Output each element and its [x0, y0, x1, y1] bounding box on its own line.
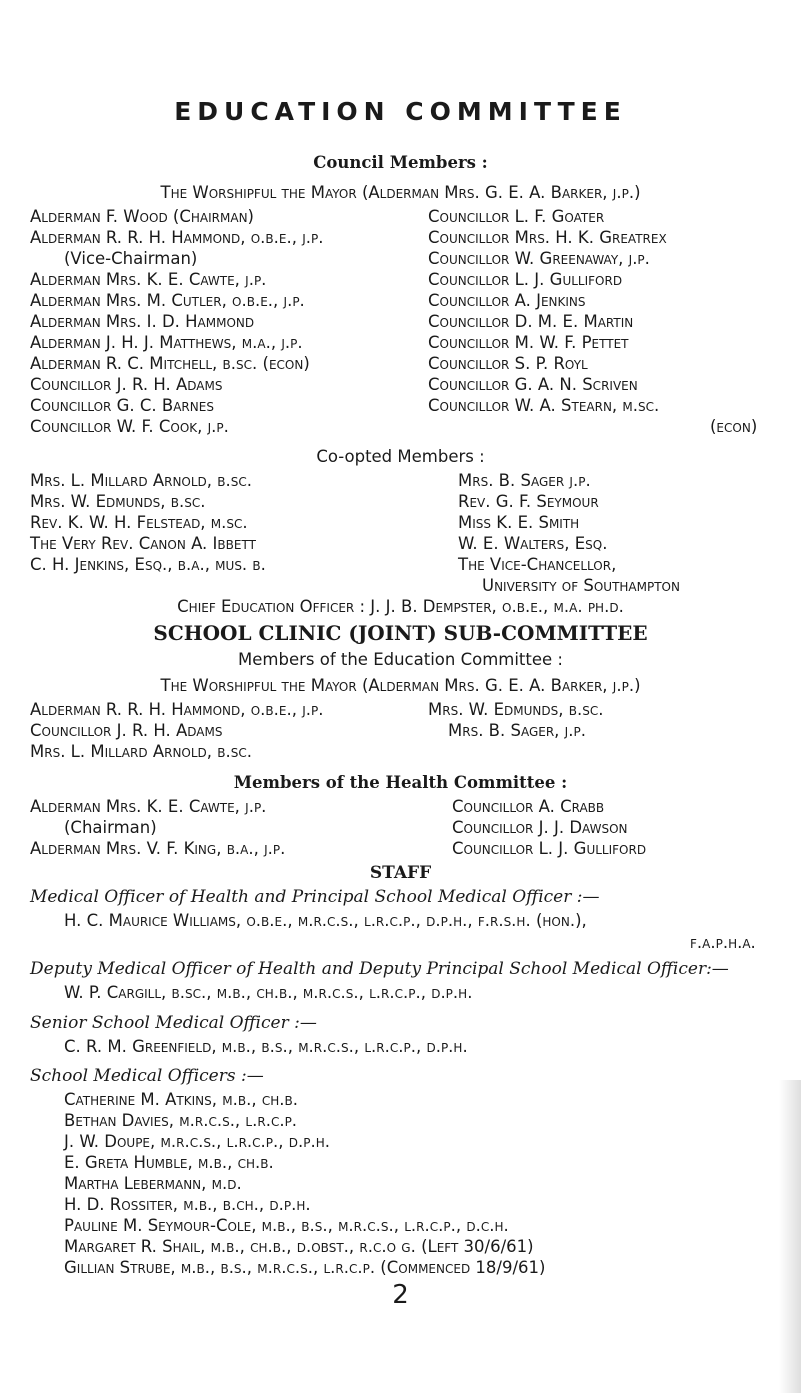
moh-name: H. C. Maurice Williams, o.b.e., m.r.c.s., l.r.c.p., d.p.h., f.r.s.h. (hon.), [64, 911, 587, 930]
council-right-item: Councillor A. Jenkins [428, 291, 586, 310]
page-edge-shadow [779, 1080, 801, 1393]
council-left-item: Councillor W. F. Cook, j.p. [30, 417, 229, 436]
council-right-item: Councillor G. A. N. Scriven [428, 375, 638, 394]
clinic-education-heading: Members of the Education Committee : [238, 650, 563, 669]
coopted-right-item: The Vice-Chancellor, [458, 555, 617, 574]
clinic-health-right-item: Councillor J. J. Dawson [452, 818, 628, 837]
council-right-item: Councillor Mrs. H. K. Greatrex [428, 228, 667, 247]
senior-smo-role: Senior School Medical Officer :— [30, 1013, 317, 1033]
council-left-item: Alderman Mrs. I. D. Hammond [30, 312, 255, 331]
chief-education-officer: Chief Education Officer : J. J. B. Dempster, o.b.e., m.a. ph.d. [177, 597, 624, 616]
council-mayor-line: The Worshipful the Mayor (Alderman Mrs. G. E. A. Barker, j.p.) [160, 183, 641, 202]
council-left-item: Councillor J. R. H. Adams [30, 375, 223, 394]
coopted-right-item: University of Southampton [482, 576, 680, 595]
page-title: EDUCATION COMMITTEE [174, 97, 627, 126]
smo-name: Pauline M. Seymour-Cole, m.b., b.s., m.r.c.s., l.r.c.p., d.c.h. [64, 1216, 509, 1235]
coopted-right-item: Rev. G. F. Seymour [458, 492, 599, 511]
council-left-item: Alderman Mrs. M. Cutler, o.b.e., j.p. [30, 291, 305, 310]
coopted-right-item: W. E. Walters, Esq. [458, 534, 608, 553]
smo-name: Margaret R. Shail, m.b., ch.b., d.obst., r.c.o g. (Left 30/6/61) [64, 1237, 534, 1256]
council-left-item: (Vice-Chairman) [64, 249, 198, 268]
coopted-right-item: Miss K. E. Smith [458, 513, 580, 532]
council-members-heading: Council Members : [313, 153, 488, 172]
smo-name: Martha Lebermann, m.d. [64, 1174, 242, 1193]
council-right-item: Councillor W. Greenaway, j.p. [428, 249, 650, 268]
staff-heading: STAFF [369, 863, 432, 883]
deputy-role: Deputy Medical Officer of Health and Deputy Principal School Medical Officer:— [30, 959, 729, 979]
council-left-item: Alderman Mrs. K. E. Cawte, j.p. [30, 270, 267, 289]
smo-name: E. Greta Humble, m.b., ch.b. [64, 1153, 274, 1172]
smo-name: Gillian Strube, m.b., b.s., m.r.c.s., l.r.c.p. (Commenced 18/9/61) [64, 1258, 546, 1277]
clinic-edu-right-item: Mrs. B. Sager, j.p. [448, 721, 586, 740]
coopted-left-item: The Very Rev. Canon A. Ibbett [30, 534, 256, 553]
council-right-item: Councillor L. J. Gulliford [428, 270, 623, 289]
council-right-item: (econ) [710, 417, 758, 436]
smo-name: H. D. Rossiter, m.b., b.ch., d.p.h. [64, 1195, 311, 1214]
coopted-left-item: Mrs. W. Edmunds, b.sc. [30, 492, 206, 511]
clinic-health-heading: Members of the Health Committee : [233, 773, 568, 792]
clinic-subcommittee-title: SCHOOL CLINIC (JOINT) SUB-COMMITTEE [153, 621, 648, 645]
coopted-left-item: C. H. Jenkins, Esq., b.a., mus. b. [30, 555, 266, 574]
coopted-right-item: Mrs. B. Sager j.p. [458, 471, 591, 490]
deputy-name: W. P. Cargill, b.sc., m.b., ch.b., m.r.c.s., l.r.c.p., d.p.h. [64, 983, 473, 1002]
smo-name: J. W. Doupe, m.r.c.s., l.r.c.p., d.p.h. [64, 1132, 331, 1151]
council-right-item: Councillor D. M. E. Martin [428, 312, 634, 331]
coopted-left-item: Mrs. L. Millard Arnold, b.sc. [30, 471, 252, 490]
moh-role: Medical Officer of Health and Principal School Medical Officer :— [30, 887, 600, 907]
coopted-left-item: Rev. K. W. H. Felstead, m.sc. [30, 513, 248, 532]
council-left-item: Alderman R. C. Mitchell, b.sc. (econ) [30, 354, 310, 373]
clinic-health-left-item: (Chairman) [64, 818, 157, 837]
council-right-item: Councillor W. A. Stearn, m.sc. [428, 396, 660, 415]
council-right-item: Councillor S. P. Royl [428, 354, 588, 373]
clinic-edu-left-item: Councillor J. R. H. Adams [30, 721, 223, 740]
council-right-item: Councillor L. F. Goater [428, 207, 605, 226]
clinic-health-left-item: Alderman Mrs. K. E. Cawte, j.p. [30, 797, 267, 816]
clinic-health-right-item: Councillor A. Crabb [452, 797, 605, 816]
council-right-item: Councillor M. W. F. Pettet [428, 333, 629, 352]
senior-smo-name: C. R. M. Greenfield, m.b., b.s., m.r.c.s., l.r.c.p., d.p.h. [64, 1037, 468, 1056]
smo-name: Catherine M. Atkins, m.b., ch.b. [64, 1090, 298, 1109]
smo-name: Bethan Davies, m.r.c.s., l.r.c.p. [64, 1111, 298, 1130]
clinic-mayor-line: The Worshipful the Mayor (Alderman Mrs. G. E. A. Barker, j.p.) [160, 676, 641, 695]
moh-name-continued: f.a.p.h.a. [690, 933, 756, 952]
clinic-edu-right-item: Mrs. W. Edmunds, b.sc. [428, 700, 604, 719]
council-left-item: Alderman R. R. H. Hammond, o.b.e., j.p. [30, 228, 324, 247]
coopted-members-heading: Co-opted Members : [316, 447, 485, 466]
clinic-edu-left-item: Alderman R. R. H. Hammond, o.b.e., j.p. [30, 700, 324, 719]
council-left-item: Councillor G. C. Barnes [30, 396, 214, 415]
page-number: 2 [392, 1280, 409, 1310]
clinic-health-right-item: Councillor L. J. Gulliford [452, 839, 647, 858]
council-left-item: Alderman J. H. J. Matthews, m.a., j.p. [30, 333, 303, 352]
clinic-edu-left-item: Mrs. L. Millard Arnold, b.sc. [30, 742, 252, 761]
clinic-health-left-item: Alderman Mrs. V. F. King, b.a., j.p. [30, 839, 286, 858]
smo-role: School Medical Officers :— [30, 1066, 264, 1086]
council-left-item: Alderman F. Wood (Chairman) [30, 207, 254, 226]
